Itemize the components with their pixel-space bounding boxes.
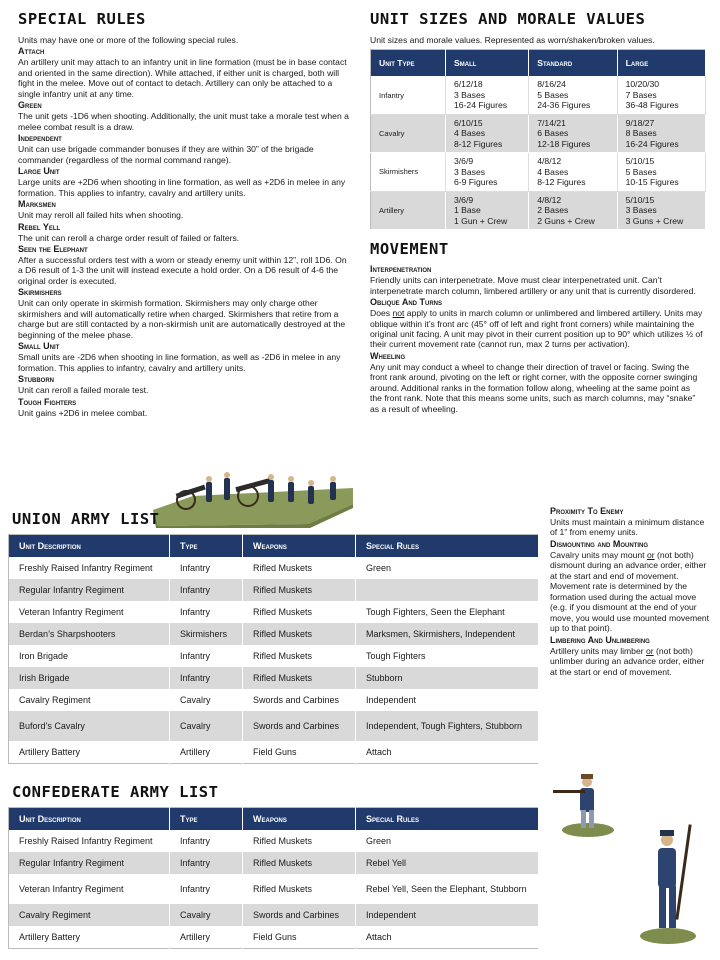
movement-rule-text-emphasis: not xyxy=(392,308,405,319)
unit-type-cell: Infantry xyxy=(170,645,243,667)
union-unit-row xyxy=(9,741,539,764)
unit-size-value: 3/6/9 xyxy=(454,194,474,205)
movement-rule-text: Units must maintain a minimum distance of 1” from enemy units. xyxy=(550,516,705,538)
unit-size-value: 1 Gun + Crew xyxy=(454,215,508,226)
unit-size-value: 6-9 Figures xyxy=(454,177,498,188)
movement-rule-text-pre: Cavalry units may mount xyxy=(550,549,647,560)
unit-size-value: 8/16/24 xyxy=(537,79,566,90)
union-unit-row xyxy=(9,579,539,601)
unit-size-value: 12-18 Figures xyxy=(537,138,591,149)
unit-sizes-section xyxy=(370,10,706,414)
union-header-special-rules: Special Rules xyxy=(356,535,539,558)
unit-size-value: 3 Guns + Crew xyxy=(625,215,684,226)
unit-type-cell: Cavalry xyxy=(170,904,243,926)
unit-type-cell: Infantry xyxy=(170,667,243,689)
union-unit-row xyxy=(9,623,539,645)
special-rules-cell: Stubborn xyxy=(356,667,539,689)
unit-size-value: 5/10/15 xyxy=(625,156,655,167)
special-rules-cell: Attach xyxy=(356,741,539,764)
rule-name: Independent xyxy=(18,133,62,144)
weapons-cell: Rifled Muskets xyxy=(243,601,356,623)
special-rules-cell: Tough Fighters xyxy=(356,645,539,667)
weapons-cell: Swords and Carbines xyxy=(243,711,356,741)
header-unit-type: Unit Type xyxy=(371,50,446,77)
unit-size-standard-cell xyxy=(529,153,617,191)
rule-text: Unit gains +2D6 in melee combat. xyxy=(18,407,148,418)
unit-description-cell: Iron Brigade xyxy=(9,645,170,667)
unit-size-value: 10-15 Figures xyxy=(625,177,679,188)
unit-size-small-cell xyxy=(446,153,529,191)
unit-description-cell: Berdan’s Sharpshooters xyxy=(9,623,170,645)
movement-rule-name: Interpenetration xyxy=(370,264,432,275)
special-rules-cell: Rebel Yell, Seen the Elephant, Stubborn xyxy=(356,874,539,904)
union-unit-row xyxy=(9,711,539,741)
unit-size-value: 7 Bases xyxy=(625,89,657,100)
unit-type-cell: Skirmishers xyxy=(170,623,243,645)
weapons-cell: Rifled Muskets xyxy=(243,623,356,645)
unit-type-cell: Artillery xyxy=(170,926,243,949)
unit-size-large-cell xyxy=(617,114,705,152)
unit-description-cell: Irish Brigade xyxy=(9,667,170,689)
special-rules-section xyxy=(18,10,353,418)
confederate-unit-row xyxy=(9,830,539,852)
unit-type-cell: Infantry xyxy=(170,601,243,623)
unit-description-cell: Freshly Raised Infantry Regiment xyxy=(9,557,170,579)
confederate-unit-row xyxy=(9,926,539,949)
special-rules-intro: Units may have one or more of the following special rules. xyxy=(18,34,239,45)
rule-name: Skirmishers xyxy=(18,287,62,298)
unit-size-value: 8-12 Figures xyxy=(537,177,586,188)
unit-sizes-intro: Unit sizes and morale values. Represented as worn/shaken/broken values. xyxy=(370,34,655,45)
weapons-cell: Rifled Muskets xyxy=(243,830,356,852)
unit-size-standard-cell xyxy=(529,191,617,229)
movement-rule-name: Proximity To Enemy xyxy=(550,506,624,516)
unit-description-cell: Veteran Infantry Regiment xyxy=(9,601,170,623)
unit-size-row xyxy=(371,114,706,152)
unit-description-cell: Cavalry Regiment xyxy=(9,904,170,926)
unit-description-cell: Regular Infantry Regiment xyxy=(9,579,170,601)
union-header-row xyxy=(9,535,539,558)
movement-rule-text: Friendly units can interpenetrate. Move must clear interpenetrated unit. Can’t interpenetrate march column, limbered artillery or any unit that is currently disordered. xyxy=(370,275,696,296)
special-rules-cell: Attach xyxy=(356,926,539,949)
union-unit-row xyxy=(9,557,539,579)
unit-description-cell: Cavalry Regiment xyxy=(9,689,170,711)
soldier-miniature-1 xyxy=(548,760,628,840)
unit-size-value: 8-12 Figures xyxy=(454,138,503,149)
confederate-unit-row xyxy=(9,852,539,874)
union-army-table xyxy=(8,534,539,764)
weapons-cell: Rifled Muskets xyxy=(243,645,356,667)
unit-size-value: 6 Bases xyxy=(537,128,569,139)
unit-size-standard-cell xyxy=(529,114,617,152)
soldier-miniature-2 xyxy=(630,818,710,948)
rule-name: Attach xyxy=(18,46,45,57)
confederate-army-table xyxy=(8,807,539,949)
unit-type-cell: Cavalry xyxy=(170,689,243,711)
unit-size-value: 4 Bases xyxy=(537,166,569,177)
unit-type-cell: Infantry xyxy=(170,579,243,601)
unit-size-value: 2 Guns + Crew xyxy=(537,215,595,226)
union-header-type: Type xyxy=(170,535,243,558)
movement-rule-text-post: (not both) unlimber during an advance order, either at the start or end of movement. xyxy=(550,645,705,677)
rule-name: Rebel Yell xyxy=(18,221,61,232)
special-rules-cell: Marksmen, Skirmishers, Independent xyxy=(356,623,539,645)
unit-size-value: 6/12/18 xyxy=(454,79,483,90)
rule-text: The unit can reroll a charge order result of failed or falters. xyxy=(18,232,240,243)
unit-size-value: 1 Base xyxy=(454,205,481,216)
unit-sizes-header-row xyxy=(371,50,706,77)
movement-rule-text: Any unit may conduct a wheel to change their direction of travel or facing. Swing the front rank around, pivoting on the left or right corner, with the opposite corner swinging around. Additional ranks in the formation follow along, wheeling at the same point as the front rank. Note that this means some units, such as march columns, may “snake” as a result of wheeling. xyxy=(370,361,698,414)
movement-rule-text xyxy=(550,550,710,634)
special-rules-cell: Tough Fighters, Seen the Elephant xyxy=(356,601,539,623)
weapons-cell: Rifled Muskets xyxy=(243,557,356,579)
rule-name: Large Unit xyxy=(18,166,60,177)
union-unit-row xyxy=(9,601,539,623)
rule-name: Green xyxy=(18,100,42,111)
movement-rule-name: Limbering And Unlimbering xyxy=(550,634,650,645)
unit-size-value: 7/14/21 xyxy=(537,117,566,128)
unit-size-value: 5 Bases xyxy=(625,166,657,177)
header-large: Large xyxy=(617,50,705,77)
confederate-header-row xyxy=(9,808,539,831)
union-table-body xyxy=(9,557,539,764)
weapons-cell: Swords and Carbines xyxy=(243,904,356,926)
rule-text: Unit can use brigade commander bonuses if they are within 30” of the brigade commander (regardless of the normal command range). xyxy=(18,144,314,165)
header-standard: Standard xyxy=(529,50,617,77)
special-rules-cell: Independent, Tough Fighters, Stubborn xyxy=(356,711,539,741)
weapons-cell: Field Guns xyxy=(243,926,356,949)
unit-type-cell: Cavalry xyxy=(170,711,243,741)
unit-size-small-cell xyxy=(446,76,529,114)
unit-type-cell: Infantry xyxy=(371,76,446,114)
weapons-cell: Rifled Muskets xyxy=(243,667,356,689)
union-header-description: Unit Description xyxy=(9,535,170,558)
unit-size-row xyxy=(371,191,706,229)
movement-rule-text-pre: Artillery units may limber xyxy=(550,645,646,656)
rule-name: Seen the Elephant xyxy=(18,244,88,255)
header-small: Small xyxy=(446,50,529,77)
rule-name: Stubborn xyxy=(18,374,54,385)
union-unit-row xyxy=(9,689,539,711)
movement-rule-text-post: apply to units in march column or unlimbered and limbered artillery. Units may oblique within it’s front arc (45° off of left and right front corners) while maintaining the original unit facing. A unit may pivot in their current position up to 90° which utilizes ½ of their current movement rate (cannot run, max 2 turns per activation). xyxy=(370,308,703,350)
rule-text: Unit can only operate in skirmish formation. Skirmishers may only charge other skirmishers and will automatically retire when charged. Skirmishers that retire from a charge but are still contacted by a non-skirmish unit are automatically destroyed at the beginning of the melee phase. xyxy=(18,298,346,340)
unit-description-cell: Artillery Battery xyxy=(9,926,170,949)
unit-size-value: 5/10/15 xyxy=(625,194,655,205)
unit-size-value: 6/10/15 xyxy=(454,117,483,128)
special-rules-cell xyxy=(356,579,539,601)
rule-text: The unit gets -1D6 when shooting. Additionally, the unit must take a morale test when a melee combat result is a draw. xyxy=(18,111,349,132)
unit-type-cell: Skirmishers xyxy=(371,153,446,191)
confederate-header-special-rules: Special Rules xyxy=(356,808,539,831)
movement-rule-text xyxy=(550,646,710,677)
confederate-army-title: CONFEDERATE ARMY LIST xyxy=(12,783,219,801)
special-rules-cell: Rebel Yell xyxy=(356,852,539,874)
movement-rules-continued xyxy=(550,505,710,677)
unit-size-small-cell xyxy=(446,191,529,229)
union-header-weapons: Weapons xyxy=(243,535,356,558)
confederate-header-type: Type xyxy=(170,808,243,831)
unit-type-cell: Infantry xyxy=(170,557,243,579)
unit-size-value: 4/8/12 xyxy=(537,156,562,167)
confederate-header-weapons: Weapons xyxy=(243,808,356,831)
movement-rule-name: Wheeling xyxy=(370,350,406,361)
unit-size-small-cell xyxy=(446,114,529,152)
unit-size-value: 3/6/9 xyxy=(454,156,474,167)
movement-rule-text-pre: Does xyxy=(370,308,393,319)
unit-description-cell: Freshly Raised Infantry Regiment xyxy=(9,830,170,852)
rule-name: Marksmen xyxy=(18,199,56,210)
confederate-header-description: Unit Description xyxy=(9,808,170,831)
confederate-unit-row xyxy=(9,904,539,926)
unit-size-value: 24-36 Figures xyxy=(537,100,591,111)
unit-size-value: 3 Bases xyxy=(625,205,657,216)
unit-size-row xyxy=(371,153,706,191)
unit-size-value: 10/20/30 xyxy=(625,79,660,90)
movement-title: MOVEMENT xyxy=(370,240,449,259)
unit-type-cell: Infantry xyxy=(170,830,243,852)
rule-text: Large units are +2D6 when shooting in line formation, as well as +2D6 in melee in any formation. This applies to infantry, cavalry and artillery units. xyxy=(18,177,346,198)
special-rules-cell: Green xyxy=(356,830,539,852)
rule-text: Unit may reroll all failed hits when shooting. xyxy=(18,210,184,221)
rules-list xyxy=(18,46,353,418)
movement-rule-text-emphasis: or xyxy=(645,645,654,656)
unit-sizes-title: UNIT SIZES AND MORALE VALUES xyxy=(370,10,646,28)
unit-size-value: 9/18/27 xyxy=(625,117,655,128)
special-rules-cell: Independent xyxy=(356,904,539,926)
unit-description-cell: Veteran Infantry Regiment xyxy=(9,874,170,904)
artillery-miniatures-image xyxy=(148,468,358,528)
unit-size-value: 8 Bases xyxy=(625,128,657,139)
unit-size-large-cell xyxy=(617,76,705,114)
union-unit-row xyxy=(9,667,539,689)
rule-text: After a successful orders test with a worn or steady enemy unit within 12”, roll 1D6. On a D6 result of 1-3 the unit will instead execute a hold order. On a D6 result of 4-6 the original order is executed. xyxy=(18,254,347,286)
movement-rule-text-emphasis: or xyxy=(646,549,655,560)
unit-description-cell: Artillery Battery xyxy=(9,741,170,764)
unit-size-value: 4/8/12 xyxy=(537,194,562,205)
movement-rule-text xyxy=(370,308,704,350)
unit-sizes-body xyxy=(371,76,706,229)
rule-text: Small units are -2D6 when shooting in line formation, as well as -2D6 in melee in any formation. This applies to infantry, cavalry and artillery units. xyxy=(18,352,341,373)
unit-type-cell: Infantry xyxy=(170,874,243,904)
rule-text: An artillery unit may attach to an infantry unit in line formation (must be in base contact and oriented in the same direction). While attached, if either unit is charged, both will fight in the melee. Move out of contact to detach. Artillery can only be attached to a single infantry unit at any time. xyxy=(18,57,347,99)
weapons-cell: Rifled Muskets xyxy=(243,579,356,601)
unit-size-value: 36-48 Figures xyxy=(625,100,679,111)
unit-size-value: 2 Bases xyxy=(537,205,569,216)
unit-size-value: 4 Bases xyxy=(454,128,486,139)
unit-type-cell: Cavalry xyxy=(371,114,446,152)
rule-name: Tough Fighters xyxy=(18,396,77,407)
weapons-cell: Field Guns xyxy=(243,741,356,764)
special-rules-title: SPECIAL RULES xyxy=(18,10,146,28)
unit-size-value: 16-24 Figures xyxy=(625,138,679,149)
special-rules-cell: Independent xyxy=(356,689,539,711)
rule-name: Small Unit xyxy=(18,341,60,352)
movement-rule-name: Dismounting and Mounting xyxy=(550,538,648,549)
unit-size-value: 3 Bases xyxy=(454,89,486,100)
unit-size-large-cell xyxy=(617,191,705,229)
unit-size-value: 16-24 Figures xyxy=(454,100,508,111)
movement-rule-name: Oblique And Turns xyxy=(370,297,442,308)
special-rules-cell: Green xyxy=(356,557,539,579)
unit-sizes-table xyxy=(370,49,706,230)
weapons-cell: Rifled Muskets xyxy=(243,874,356,904)
confederate-table-body xyxy=(9,830,539,949)
unit-size-value: 3 Bases xyxy=(454,166,486,177)
unit-size-large-cell xyxy=(617,153,705,191)
rule-text: Unit can reroll a failed morale test. xyxy=(18,385,149,396)
unit-description-cell: Regular Infantry Regiment xyxy=(9,852,170,874)
unit-type-cell: Artillery xyxy=(170,741,243,764)
weapons-cell: Rifled Muskets xyxy=(243,852,356,874)
unit-type-cell: Artillery xyxy=(371,191,446,229)
unit-size-value: 5 Bases xyxy=(537,89,569,100)
unit-size-row xyxy=(371,76,706,114)
unit-type-cell: Infantry xyxy=(170,852,243,874)
confederate-unit-row xyxy=(9,874,539,904)
union-unit-row xyxy=(9,645,539,667)
unit-description-cell: Buford’s Cavalry xyxy=(9,711,170,741)
weapons-cell: Swords and Carbines xyxy=(243,689,356,711)
union-army-title: UNION ARMY LIST xyxy=(12,510,160,528)
unit-size-standard-cell xyxy=(529,76,617,114)
movement-rule-text-post: (not both) dismount during an advance order, either at the start and end of movement. Movement rate is determined by the formation used during the actual move (e.g. if you dismount at the end of your move, you would use mounted movement up to that point). xyxy=(550,549,710,634)
movement-rules xyxy=(370,264,704,414)
